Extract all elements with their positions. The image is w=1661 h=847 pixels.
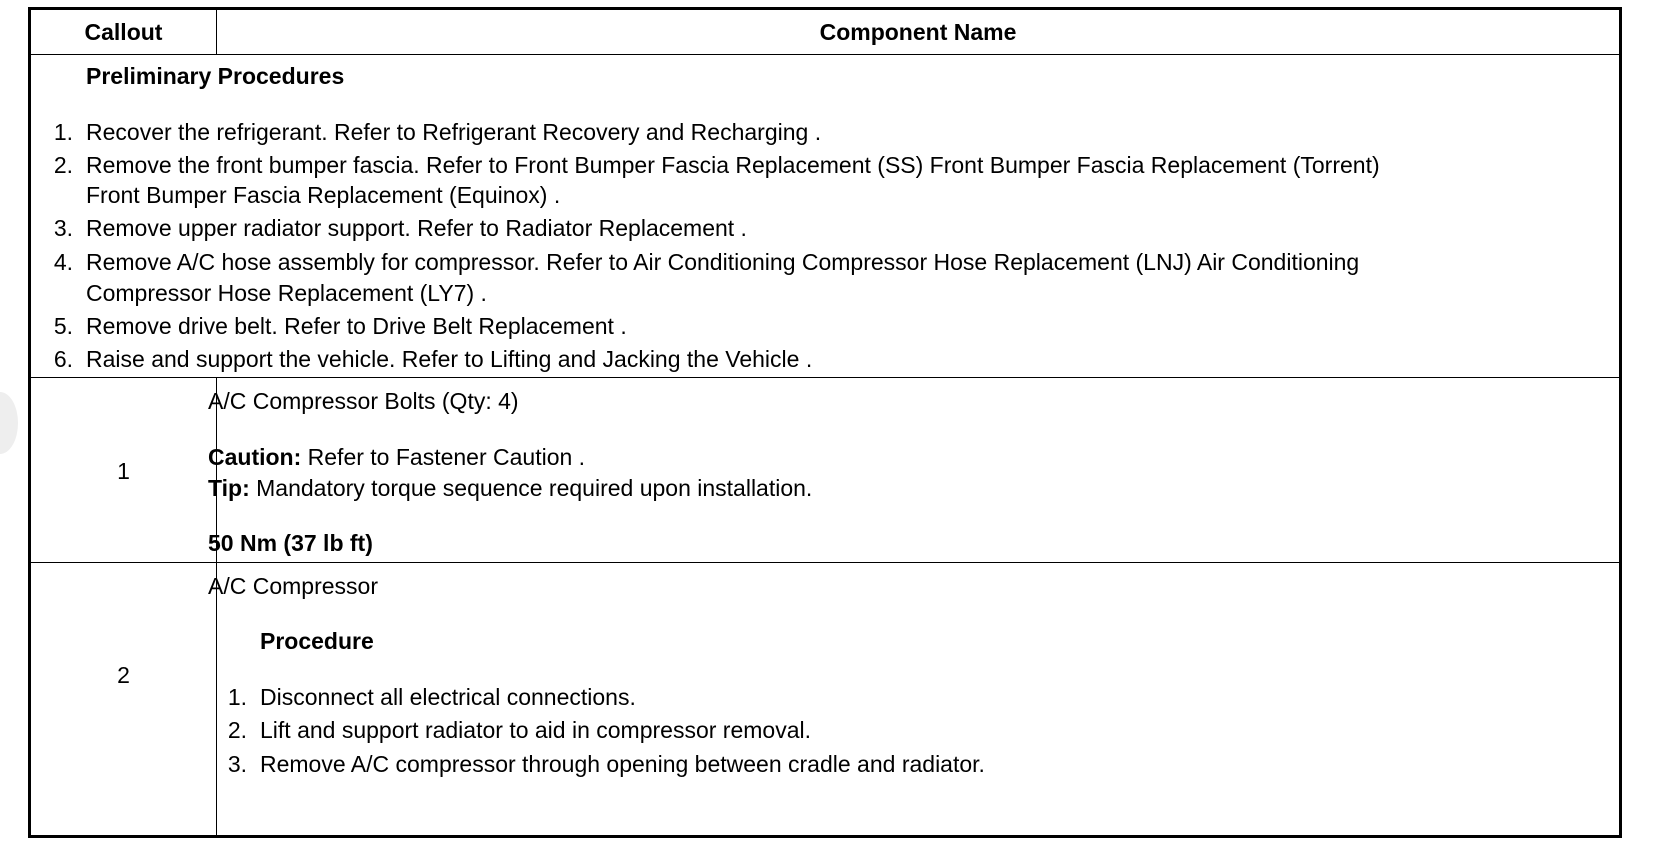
- step-text: Remove the front bumper fascia. Refer to Front Bumper Fascia Replacement (SS) Front Bumper Fascia Replacement (Torrent): [86, 152, 1380, 178]
- header-component-name: Component Name: [819, 19, 1017, 45]
- step-text: Remove upper radiator support. Refer to Radiator Replacement .: [86, 215, 747, 241]
- tip-label: Tip:: [208, 475, 250, 501]
- step-number: 1.: [227, 684, 247, 710]
- header-callout: Callout: [84, 19, 163, 45]
- scroll-handle: [0, 392, 18, 454]
- step-text: Raise and support the vehicle. Refer to Lifting and Jacking the Vehicle .: [86, 346, 813, 372]
- header-divider: [216, 10, 217, 54]
- step-number: 2.: [227, 717, 247, 743]
- step-text: Remove drive belt. Refer to Drive Belt Replacement .: [86, 313, 627, 339]
- caution-note: [208, 442, 585, 472]
- tip-note: [208, 473, 812, 503]
- step-number: 3.: [53, 215, 73, 241]
- step-text-continued: Front Bumper Fascia Replacement (Equinox) .: [86, 182, 561, 208]
- step-text: Disconnect all electrical connections.: [260, 684, 636, 710]
- table-header-row: [31, 10, 1619, 55]
- step-number: 6.: [53, 346, 73, 372]
- callout-number: 1: [117, 458, 130, 484]
- step-number: 3.: [227, 751, 247, 777]
- step-number: 1.: [53, 119, 73, 145]
- component-name: A/C Compressor Bolts (Qty: 4): [208, 388, 519, 414]
- procedure-title: Procedure: [260, 628, 374, 654]
- step-number: 4.: [53, 249, 73, 275]
- tip-text: Mandatory torque sequence required upon installation.: [249, 475, 813, 501]
- caution-label: Caution:: [208, 444, 302, 470]
- step-text: Remove A/C compressor through opening between cradle and radiator.: [260, 751, 985, 777]
- step-text: Recover the refrigerant. Refer to Refrigerant Recovery and Recharging .: [86, 119, 822, 145]
- preliminary-title: Preliminary Procedures: [86, 63, 345, 89]
- component-name: A/C Compressor: [208, 573, 378, 599]
- step-text-continued: Compressor Hose Replacement (LY7) .: [86, 280, 487, 306]
- torque-spec: 50 Nm (37 lb ft): [208, 530, 373, 556]
- procedure-table: [28, 7, 1622, 838]
- step-number: 2.: [53, 152, 73, 178]
- row-divider: [31, 377, 1619, 378]
- row-divider: [31, 562, 1619, 563]
- step-text: Remove A/C hose assembly for compressor. Refer to Air Conditioning Compressor Hose Replacement (LNJ) Air Conditioning: [86, 249, 1360, 275]
- step-text: Lift and support radiator to aid in compressor removal.: [260, 717, 811, 743]
- step-number: 5.: [53, 313, 73, 339]
- callout-number: 2: [117, 662, 130, 688]
- caution-text: Refer to Fastener Caution .: [301, 444, 586, 470]
